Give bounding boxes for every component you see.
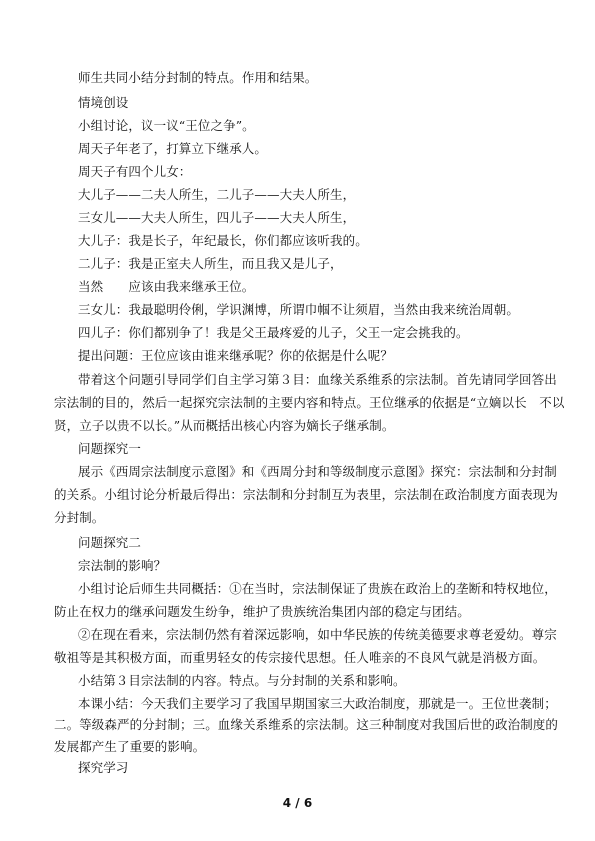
text-line: 四儿子：你们都别争了！我是父王最疼爱的儿子，父王一定会挑我的。 (78, 325, 469, 340)
text-line: 宗法制的目的，然后一起探究宗法制的主要内容和特点。王位继承的依据是“立嫡以长 不以 (54, 395, 565, 410)
text-line: 宗法制的影响？ (78, 558, 167, 573)
text-line: 贤，立子以贵不以长。”从而概括出核心内容为嫡长子继承制。 (54, 418, 395, 433)
section-heading: 探究学习 (78, 760, 129, 775)
text-line: 的关系。小组讨论分析最后得出：宗法制和分封制互为表里，宗法制在政治制度方面表现为 (54, 487, 559, 502)
page-number: 4 / 6 (282, 796, 313, 810)
section-heading: 问题探究一 (78, 441, 142, 456)
text-line: 小结第３目宗法制的内容。特点。与分封制的关系和影响。 (78, 673, 406, 688)
text-line: 大儿子——二夫人所生，二儿子——大夫人所生， (78, 187, 356, 202)
text-line: 提出问题：王位应该由谁来继承呢？你的依据是什么呢？ (78, 348, 394, 363)
text-line: 小组讨论，议一议“王位之争”。 (78, 118, 255, 133)
text-line: 带着这个问题引导同学们自主学习第３目：血缘关系维系的宗法制。首先请同学回答出 (78, 372, 557, 387)
text-line: 敬祖等是其积极方面，而重男轻女的传宗接代思想。任人唯亲的不良风气就是消极方面。 (54, 650, 546, 665)
section-heading: 问题探究二 (78, 535, 142, 550)
section-heading: 情境创设 (78, 95, 129, 110)
text-line: 二儿子：我是正室夫人所生，而且我又是儿子， (78, 256, 343, 271)
text-line: ②在现在看来，宗法制仍然有着深远影响，如中华民族的传统美德要求尊老爱幼。尊宗 (78, 627, 557, 642)
text-line: 师生共同小结分封制的特点。作用和结果。 (78, 70, 318, 85)
text-line: 周天子年老了，打算立下继承人。 (78, 141, 268, 156)
text-line: 展示《西周宗法制度示意图》和《西周分封和等级制度示意图》探究：宗法制和分封制 (78, 464, 557, 479)
text-line: 三女儿——大夫人所生，四儿子——大夫人所生， (78, 210, 356, 225)
text-line: 本课小结：今天我们主要学习了我国早期国家三大政治制度，那就是一。王位世袭制； (78, 696, 557, 711)
text-line: 周天子有四个儿女： (78, 164, 192, 179)
text-line: 二。等级森严的分封制；三。血缘关系维系的宗法制。这三种制度对我国后世的政治制度的 (54, 717, 559, 732)
text-line: 三女儿：我最聪明伶俐，学识渊博，所谓巾帼不让须眉，当然由我来统治周朝。 (78, 302, 520, 317)
text-line: 小组讨论后师生共同概括：①在当时，宗法制保证了贵族在政治上的垄断和特权地位， (78, 581, 557, 596)
text-line: 分封制。 (54, 510, 105, 525)
text-line: 发展都产生了重要的影响。 (54, 739, 206, 754)
text-line: 防止在权力的继承问题发生纷争，维护了贵族统治集团内部的稳定与团结。 (54, 604, 470, 619)
text-line: 大儿子：我是长子，年纪最长，你们都应该听我的。 (78, 233, 368, 248)
text-line: 当然 应该由我来继承王位。 (78, 279, 255, 294)
